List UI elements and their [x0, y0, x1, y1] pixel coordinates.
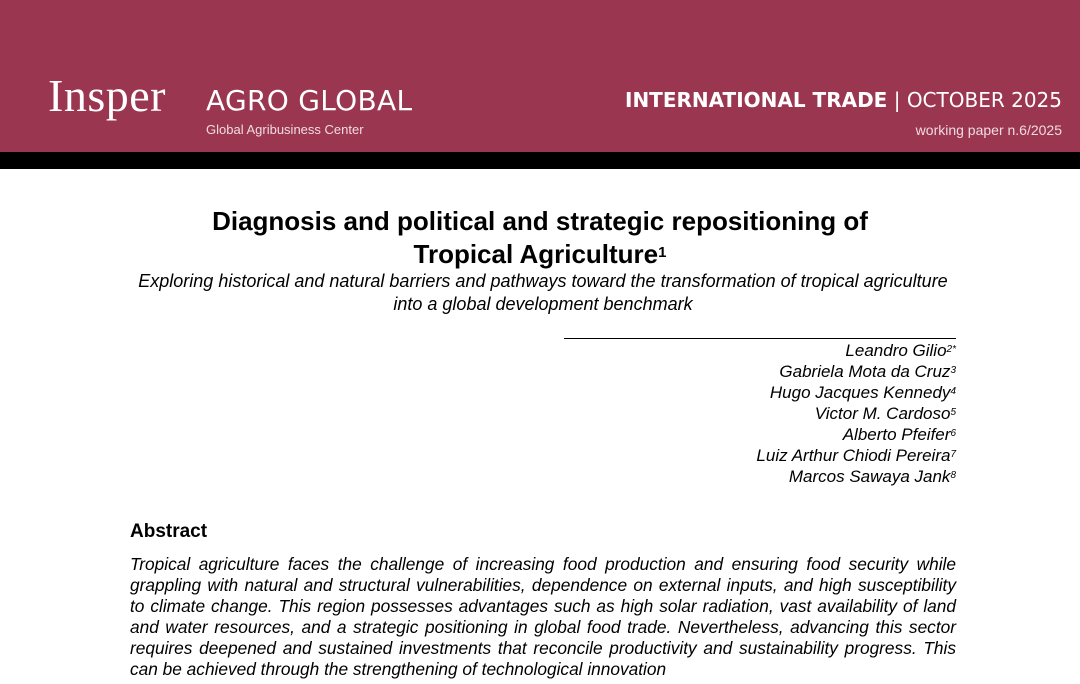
author-footnote-marker[interactable]: 2* [946, 344, 956, 355]
series-name: INTERNATIONAL TRADE [625, 88, 888, 112]
title-line-1: Diagnosis and political and strategic repositioning of [212, 206, 868, 236]
abstract-text: Tropical agriculture faces the challenge of increasing food production and ensuring food security while grappling with natural and structural vulnerabilities, dependence on external inputs, and high susceptibility to climate change. This region possesses advantages such as high solar radiation, vast availability of land and water resources, and a strategic positioning in global food trade. Nevertheless, advancing this sector requires deepened and sustained investments that reconcile productivity and sustainability progress. This can be achieved through the strengthening of technological innovation [130, 554, 956, 679]
paper-subtitle: Exploring historical and natural barriers and pathways toward the transformation of tropical agriculture into a global development benchmark [138, 271, 948, 314]
author-footnote-marker[interactable]: 4 [950, 386, 956, 397]
paper-title [0, 205, 1080, 271]
series-label [625, 87, 1062, 113]
author-item: Hugo Jacques Kennedy$^4$ [769, 383, 956, 402]
author-item: Victor M. Cardoso$^5$ [814, 404, 956, 423]
brand-name: AGRO GLOBAL [206, 84, 413, 117]
title-line-2: Tropical Agriculture [413, 239, 659, 269]
working-paper-number: working paper n.6/2025 [915, 122, 1062, 138]
author-footnote-marker[interactable]: 3 [950, 365, 956, 376]
title-footnote-marker[interactable]: 1 [658, 244, 667, 261]
header-divider-bar [0, 152, 1080, 169]
insper-logo: Insper [48, 70, 166, 121]
author-item: Luiz Arthur Chiodi Pereira$^7$ [756, 446, 956, 465]
author-footnote-marker[interactable]: 6 [950, 428, 956, 439]
series-date: OCTOBER 2025 [906, 88, 1062, 112]
author-footnote-marker[interactable]: 7 [950, 449, 956, 460]
author-item: Gabriela Mota da Cruz$^3$ [779, 362, 956, 381]
author-footnote-marker[interactable]: 5 [950, 407, 956, 418]
author-rule [564, 338, 956, 339]
author-item: Leandro Gilio$^{2*}$ [845, 341, 956, 360]
brand-subtitle: Global Agribusiness Center [206, 122, 364, 137]
author-footnote-marker[interactable]: 8 [950, 470, 956, 481]
header-banner [0, 0, 1080, 152]
author-list [756, 340, 956, 487]
author-item: Marcos Sawaya Jank$^8$ [788, 467, 956, 486]
abstract-heading: Abstract [130, 521, 208, 542]
series-separator: | [893, 88, 901, 112]
author-item: Alberto Pfeifer$^6$ [842, 425, 956, 444]
